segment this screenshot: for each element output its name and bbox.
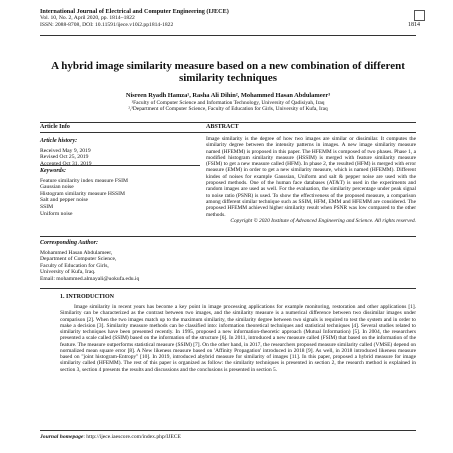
article-history (40, 138, 200, 167)
keywords-block (40, 168, 200, 217)
corresponding-email[interactable]: Email: mohammed.almayali@uokufa.edu.iq (40, 275, 140, 282)
affiliation-2: ²,³Department of Computer Science, Faculty of Education for Girls, University of Kufa, Iraq (128, 106, 328, 113)
keyword-item: Feature similarity index measure FSIM (40, 177, 128, 184)
footer (40, 434, 181, 440)
journal-volume: Vol. 10, No. 2, April 2020, pp. 1814~1822 (40, 15, 135, 21)
corresponding-line: Faculty of Education for Girls, (40, 262, 109, 269)
keyword-item: SSIM (40, 203, 54, 210)
footer-url[interactable]: : http://ijece.iaescore.com/index.php/IJECE (83, 434, 181, 440)
info-sub-rule (40, 132, 416, 133)
page-number: 1814 (408, 22, 420, 28)
corresponding-label: Corresponding Author: (40, 240, 98, 246)
journal-logo-icon (414, 10, 425, 21)
corresponding-line: Mohammed Hasan Abdulameer, (40, 249, 113, 256)
history-rule (40, 165, 200, 166)
corresponding-line: Department of Computer Science, (40, 256, 117, 263)
article-info-heading: Article Info (40, 124, 70, 130)
journal-name: International Journal of Electrical and Computer Engineering (IJECE) (40, 8, 229, 15)
history-revised: Revised Oct 25, 2019 (40, 154, 89, 161)
section-paragraph: Image similarity in recent years has become a key point in image processing applications for example monitoring, restoration and other applications [1]. Similarity can be characterized as the contrast between two images, and the similarity measure is a numerical difference between two dissimilar images under comparison [2]. When the two images match up to the maximum similarity, the similarity degree between two signals is required to test the system and in order to make a decision [3]. Similarity measure methods can be classified into: information theoretical techniques and statistical techniques [4]. Several studies related to similarity techniques have been presented recently. In 1995, proposed a new information-theoretic approach (Mutual Information) [5]. In 2004, the researchers presented a scale called (SSIM) based on the information of the structure [6]. In 2011, introduced a new measure called (FSIM) that based on the information of the feature. The measure outperforms statistical measure (SSIM) [7]. On the other hand, in 2017, the researchers proposed measure similarity called (VMSE) depend on normalized mean square error [8]. A New likeness measure based on 'Affinity Propagation' introduced in 2018 [9]. As well, in 2018 introduced likeness measure based on "joint histogram-Entropy" [10]. In 2019, introduced abybrid measure for similarity of images [11]. In this paper, proposed a hybrid measure for image similarity called (HFEMM). The rest of this paper is organized as follow: the similarity techniques is presented in section 2, the research method is explained in section 3, section 4 presents the results and discussions and the conclusions is presented in section 5. (60, 304, 416, 373)
paper-title: A hybrid image similarity measure based on a new combination of different similarity techniques (51, 60, 405, 84)
abstract-block (206, 136, 416, 224)
journal-issn: ISSN: 2088-8708, DOI: 10.11591/ijece.v10i2.pp1814-1822 (40, 21, 174, 28)
history-received: Received May 9, 2019 (40, 147, 91, 154)
affiliation-1: ¹Faculty of Computer Science and Information Technology, University of Qadisiyah, Iraq (131, 100, 325, 106)
corresponding-line: University of Kufa, Iraq. (40, 269, 96, 276)
corresponding-author (40, 240, 200, 283)
section-heading: 1. INTRODUCTION (60, 294, 115, 300)
affiliations (40, 100, 416, 113)
section-body (60, 304, 416, 373)
header-rule (40, 35, 416, 36)
info-top-rule (40, 122, 416, 123)
corresponding-rule (40, 236, 416, 237)
footer-label: Journal homepage (40, 434, 84, 440)
history-label: Article history: (40, 138, 78, 144)
keyword-item: Uniform noise (40, 210, 73, 217)
abstract-text: Image similarity is the degree of how two images are similar or dissimilar. It computes the similarity degree between the intensity patterns in images. A new image similarity measure named (HFEMM) is proposed in this paper. The HFEMM is composed of two phases. Phase 1, a modified histogram similarity measure (HSSIM) is merged with feature similarity measure (FSIM) to get a new measure called (HFM). In phase 2, the resulted (HFM) is merged with error measure (EMM) in order to get a new similarity measure, which is named (HFEMM). Different kindes of noises for example Gaussian, Uniform and salt & pepper noise are used with the proposed methods. One of the human face databases (AT&T) is used in the experiments and random images are used as well. For the evaluation, the similarity percentage under peak signal to noise ratio (PSNR) is used. To show the effectiveness of the proposed measure, a comparison among different similar technique such as SSIM, HFM, EMM and HFEMM are considered. The proposed HFEMM achieved higher similarity result when PSNR was low compared to the other methods. (206, 136, 416, 218)
keyword-item: Histogram similarity measure HSSIM (40, 190, 125, 197)
authors: Nisreen Ryadh Hamza¹, Rasha Ali Dihin², Mohammed Hasan Abdulameer³ (125, 92, 331, 99)
section-rule (40, 288, 416, 289)
abstract-heading: ABSTRACT (206, 124, 239, 130)
keywords-label: Keywords: (40, 168, 66, 174)
keyword-item: Gaussian noise (40, 184, 74, 191)
copyright-line: Copyright © 2020 Institute of Advanced Engineering and Science. All rights reserved. (230, 217, 416, 224)
footer-rule (40, 430, 416, 431)
keyword-item: Salt and pepper noise (40, 197, 89, 204)
journal-header (40, 8, 420, 28)
history-accepted: Accepted Oct 31, 2019 (40, 160, 92, 167)
